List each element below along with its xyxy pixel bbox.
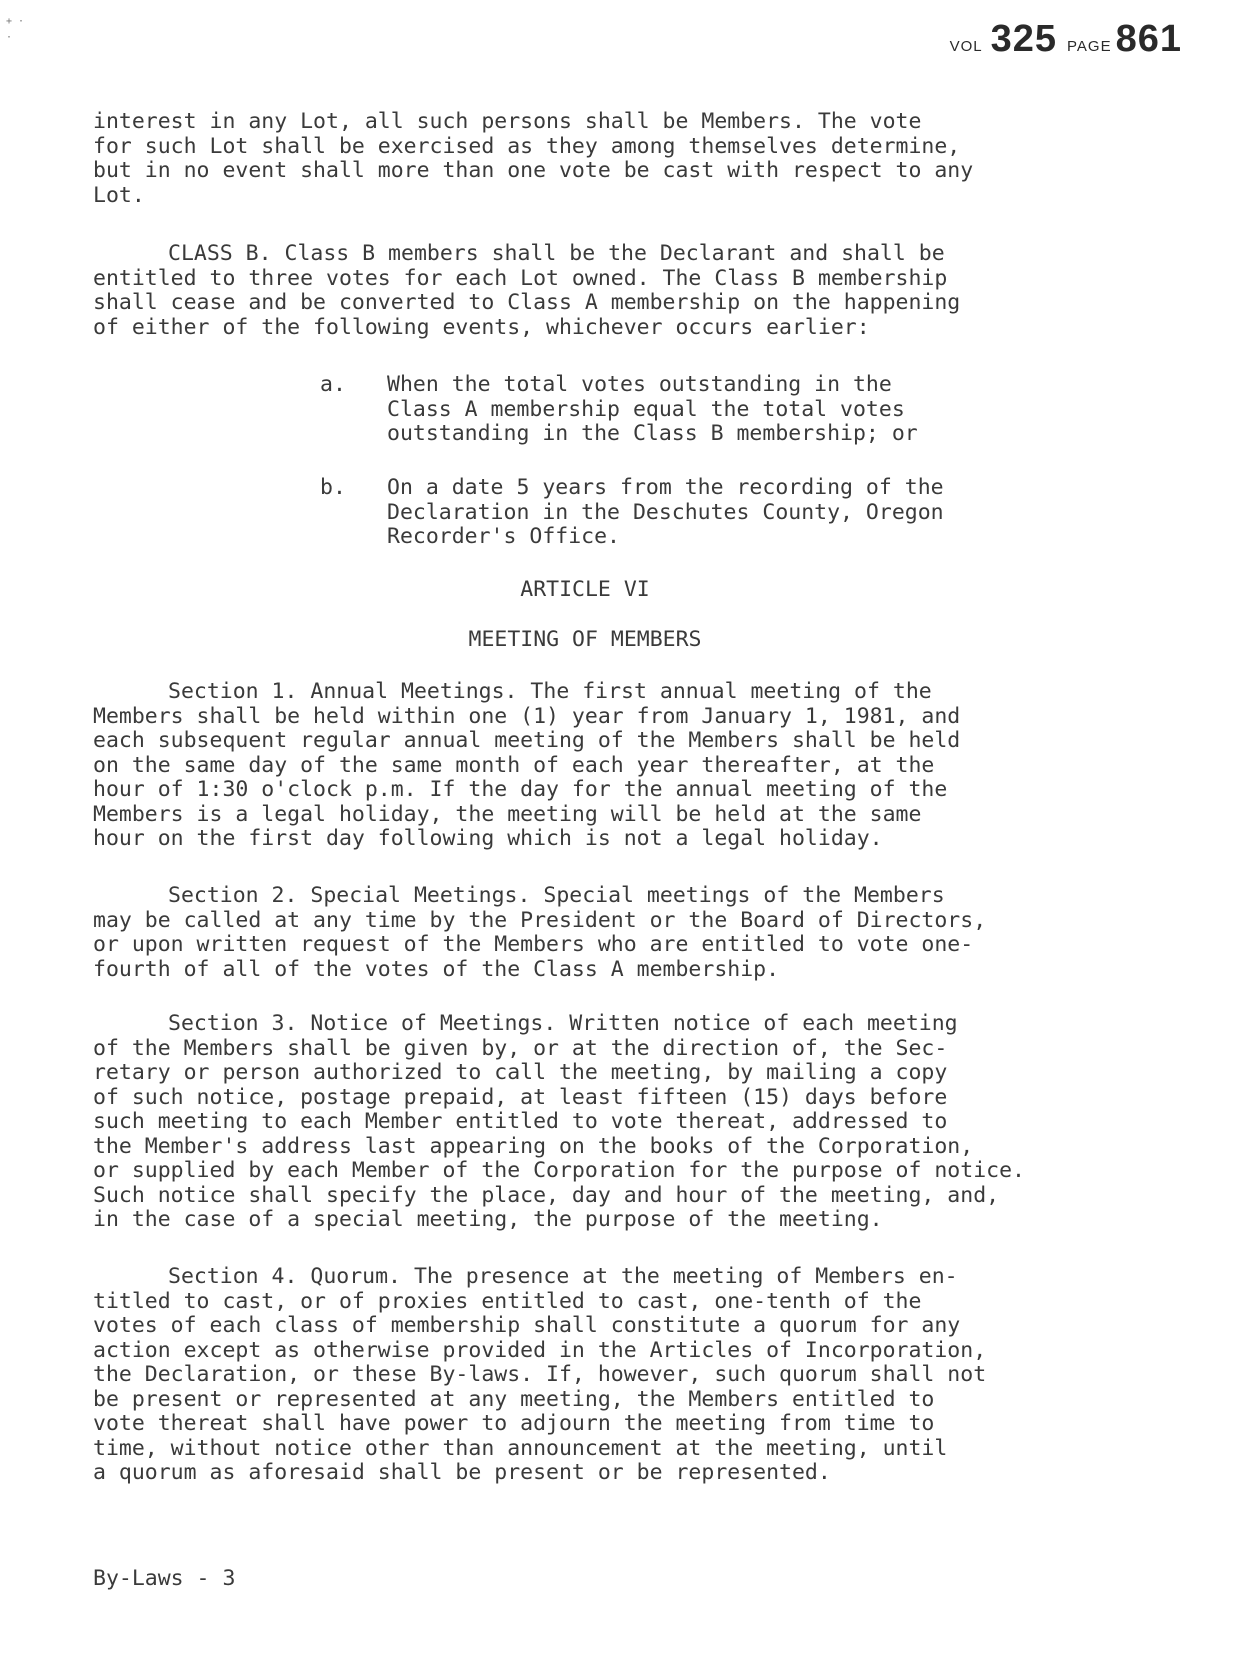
list-text-a: When the total votes outstanding in the Class A membership equal the total votes outstanding in the Class B membership; or <box>387 372 918 446</box>
section-1-annual-meetings: Section 1. Annual Meetings. The first annual meeting of the Members shall be held within one (1) year from January 1, 1981, and each subsequent regular annual meeting of the Members shall be held on the same day of the same month of each year thereafter, at the hour of 1:30 o'clock p.m. If the day for the annual meeting of the Members is a legal holiday, the meeting will be held at the same hour on the first day following which is not a legal holiday. <box>93 679 961 851</box>
list-marker-a: a. <box>320 372 346 397</box>
page-footer: By-Laws - 3 <box>93 1566 236 1591</box>
section-2-special-meetings: Section 2. Special Meetings. Special meetings of the Members may be called at any time by the President or the Board of Directors, or upon written request of the Members who are entitled to vote one- fourth of all of the votes of the Class A membership. <box>93 883 987 982</box>
stamp-page-label: PAGE <box>1067 38 1112 55</box>
section-4-quorum: Section 4. Quorum. The presence at the meeting of Members en- titled to cast, or of proxies entitled to cast, one-tenth of the votes of each class of membership shall constitute a quorum for any action except as otherwise provided in the Articles of Incorporation, the Declaration, or these By-laws. If, however, such quorum shall not be present or represented at any meeting, the Members entitled to vote thereat shall have power to adjourn the meeting from time to time, without notice other than announcement at the meeting, until a quorum as aforesaid shall be present or be represented. <box>93 1264 987 1485</box>
paragraph-class-b: CLASS B. Class B members shall be the Declarant and shall be entitled to three votes for each Lot owned. The Class B membership shall cease and be converted to Class A membership on the happening of either of the following events, whichever occurs earlier: <box>93 241 961 340</box>
stamp-vol-number: 325 <box>990 18 1058 60</box>
recording-stamp <box>950 18 1182 61</box>
list-marker-b: b. <box>320 475 346 500</box>
paragraph-intro: interest in any Lot, all such persons shall be Members. The vote for such Lot shall be exercised as they among themselves determine, but in no event shall more than one vote be cast with respect to any Lot. <box>93 109 974 208</box>
article-number: ARTICLE VI <box>520 577 650 602</box>
stamp-vol-label: VOL <box>949 38 983 55</box>
scan-specks: + · · <box>6 16 25 43</box>
article-title: MEETING OF MEMBERS <box>468 627 702 652</box>
stamp-page-number: 861 <box>1115 18 1182 60</box>
list-text-b: On a date 5 years from the recording of the Declaration in the Deschutes County, Oregon Recorder's Office. <box>387 475 944 549</box>
section-3-notice-of-meetings: Section 3. Notice of Meetings. Written notice of each meeting of the Members shall be given by, or at the direction of, the Sec- retary or person authorized to call the meeting, by mailing a copy of such notice, postage prepaid, at least fifteen (15) days before such meeting to each Member entitled to vote thereat, addressed to the Member's address last appearing on the books of the Corporation, or supplied by each Member of the Corporation for the purpose of notice. Such notice shall specify the place, day and hour of the meeting, and, in the case of a special meeting, the purpose of the meeting. <box>93 1011 1025 1232</box>
